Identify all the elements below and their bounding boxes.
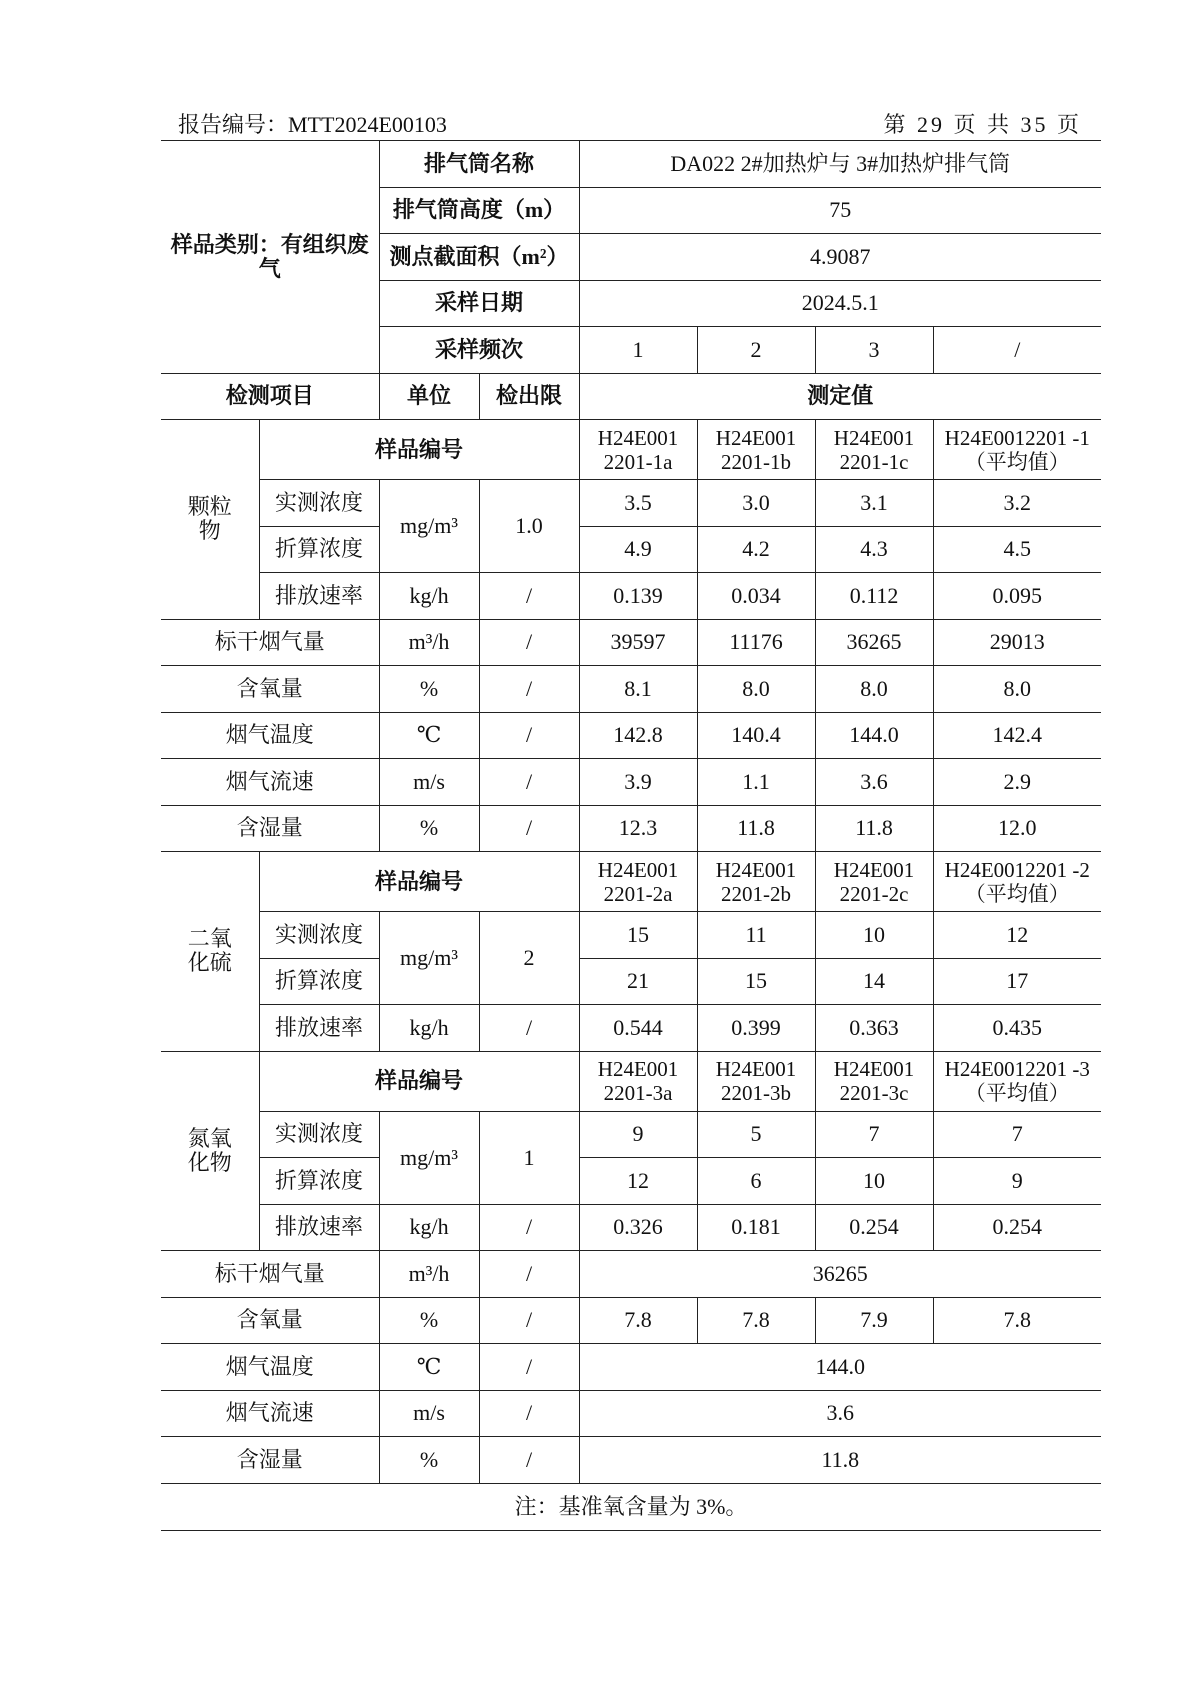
unit-cell: m³/h bbox=[379, 619, 479, 666]
meta-label: 采样日期 bbox=[379, 280, 579, 327]
value-cell: 142.8 bbox=[579, 712, 697, 759]
page-number: 第 29 页 共 35 页 bbox=[883, 112, 1082, 137]
measure-label: 折算浓度 bbox=[259, 958, 379, 1005]
sample-id: H24E001 2201-1b bbox=[697, 420, 815, 480]
sample-id: H24E001 2201-3a bbox=[579, 1051, 697, 1111]
value-cell: 144.0 bbox=[815, 712, 933, 759]
param-label: 含氧量 bbox=[161, 1297, 379, 1344]
measure-label: 折算浓度 bbox=[259, 1158, 379, 1205]
value-cell: 3.5 bbox=[579, 480, 697, 527]
sample-id: H24E001 2201-2c bbox=[815, 852, 933, 912]
pollutant-name: 二氧化硫 bbox=[161, 852, 259, 1052]
value-cell: 0.139 bbox=[579, 573, 697, 620]
monitoring-table bbox=[161, 140, 1101, 1531]
frequency-value: / bbox=[933, 327, 1101, 374]
sample-id: H24E0012201 -1（平均值） bbox=[933, 420, 1101, 480]
value-cell: 7.8 bbox=[697, 1297, 815, 1344]
value-cell: 10 bbox=[815, 912, 933, 959]
measure-label: 排放速率 bbox=[259, 1005, 379, 1052]
limit-cell: / bbox=[479, 1204, 579, 1251]
meta-value: 75 bbox=[579, 187, 1101, 234]
value-cell: 12.0 bbox=[933, 805, 1101, 852]
unit-cell: mg/m³ bbox=[379, 1111, 479, 1204]
value-cell: 0.181 bbox=[697, 1204, 815, 1251]
value-cell: 0.112 bbox=[815, 573, 933, 620]
value-cell: 5 bbox=[697, 1111, 815, 1158]
unit-cell: % bbox=[379, 666, 479, 713]
value-cell: 12 bbox=[933, 912, 1101, 959]
column-header-unit: 单位 bbox=[379, 373, 479, 420]
value-cell: 8.1 bbox=[579, 666, 697, 713]
sample-id-label: 样品编号 bbox=[259, 852, 579, 912]
value-cell: 7.8 bbox=[579, 1297, 697, 1344]
value-cell: 29013 bbox=[933, 619, 1101, 666]
value-cell: 15 bbox=[579, 912, 697, 959]
value-cell: 0.399 bbox=[697, 1005, 815, 1052]
sample-id: H24E001 2201-1c bbox=[815, 420, 933, 480]
sample-id: H24E001 2201-1a bbox=[579, 420, 697, 480]
value-cell: 3.6 bbox=[579, 1390, 1101, 1437]
sample-id-label: 样品编号 bbox=[259, 1051, 579, 1111]
value-cell: 144.0 bbox=[579, 1344, 1101, 1391]
limit-cell: / bbox=[479, 1251, 579, 1298]
value-cell: 2.9 bbox=[933, 759, 1101, 806]
report-number: 报告编号：MTT2024E00103 bbox=[178, 112, 447, 137]
value-cell: 7 bbox=[815, 1111, 933, 1158]
param-label: 标干烟气量 bbox=[161, 619, 379, 666]
value-cell: 4.2 bbox=[697, 526, 815, 573]
value-cell: 4.3 bbox=[815, 526, 933, 573]
value-cell: 11.8 bbox=[815, 805, 933, 852]
limit-cell: / bbox=[479, 805, 579, 852]
sample-id: H24E001 2201-3c bbox=[815, 1051, 933, 1111]
param-label: 标干烟气量 bbox=[161, 1251, 379, 1298]
unit-cell: mg/m³ bbox=[379, 480, 479, 573]
frequency-value: 3 bbox=[815, 327, 933, 374]
value-cell: 8.0 bbox=[697, 666, 815, 713]
value-cell: 140.4 bbox=[697, 712, 815, 759]
sample-category: 样品类别：有组织废气 bbox=[161, 141, 379, 374]
pollutant-name: 颗粒物 bbox=[161, 420, 259, 620]
unit-cell: % bbox=[379, 1437, 479, 1484]
value-cell: 0.254 bbox=[815, 1204, 933, 1251]
value-cell: 39597 bbox=[579, 619, 697, 666]
value-cell: 11.8 bbox=[697, 805, 815, 852]
value-cell: 36265 bbox=[815, 619, 933, 666]
param-label: 烟气温度 bbox=[161, 712, 379, 759]
meta-label: 测点截面积（m²） bbox=[379, 234, 579, 281]
table-note: 注：基准氧含量为 3%。 bbox=[161, 1483, 1101, 1530]
sample-id: H24E001 2201-2b bbox=[697, 852, 815, 912]
unit-cell: m³/h bbox=[379, 1251, 479, 1298]
limit-cell: / bbox=[479, 712, 579, 759]
column-header-value: 测定值 bbox=[579, 373, 1101, 420]
limit-cell: 1 bbox=[479, 1111, 579, 1204]
value-cell: 11 bbox=[697, 912, 815, 959]
value-cell: 8.0 bbox=[815, 666, 933, 713]
limit-cell: / bbox=[479, 1297, 579, 1344]
value-cell: 0.034 bbox=[697, 573, 815, 620]
unit-cell: m/s bbox=[379, 759, 479, 806]
sample-id: H24E0012201 -2（平均值） bbox=[933, 852, 1101, 912]
value-cell: 3.1 bbox=[815, 480, 933, 527]
value-cell: 6 bbox=[697, 1158, 815, 1205]
value-cell: 17 bbox=[933, 958, 1101, 1005]
frequency-label: 采样频次 bbox=[379, 327, 579, 374]
value-cell: 0.435 bbox=[933, 1005, 1101, 1052]
value-cell: 3.0 bbox=[697, 480, 815, 527]
unit-cell: kg/h bbox=[379, 1005, 479, 1052]
meta-value: 2024.5.1 bbox=[579, 280, 1101, 327]
limit-cell: / bbox=[479, 1005, 579, 1052]
param-label: 含氧量 bbox=[161, 666, 379, 713]
column-header-item: 检测项目 bbox=[161, 373, 379, 420]
limit-cell: 2 bbox=[479, 912, 579, 1005]
value-cell: 7 bbox=[933, 1111, 1101, 1158]
value-cell: 9 bbox=[579, 1111, 697, 1158]
value-cell: 4.9 bbox=[579, 526, 697, 573]
sample-id-label: 样品编号 bbox=[259, 420, 579, 480]
frequency-value: 1 bbox=[579, 327, 697, 374]
measure-label: 排放速率 bbox=[259, 1204, 379, 1251]
value-cell: 11176 bbox=[697, 619, 815, 666]
limit-cell: / bbox=[479, 619, 579, 666]
unit-cell: ℃ bbox=[379, 1344, 479, 1391]
value-cell: 0.326 bbox=[579, 1204, 697, 1251]
pollutant-name: 氮氧化物 bbox=[161, 1051, 259, 1251]
value-cell: 1.1 bbox=[697, 759, 815, 806]
param-label: 烟气流速 bbox=[161, 1390, 379, 1437]
param-label: 含湿量 bbox=[161, 805, 379, 852]
sample-id: H24E0012201 -3（平均值） bbox=[933, 1051, 1101, 1111]
value-cell: 12.3 bbox=[579, 805, 697, 852]
value-cell: 3.6 bbox=[815, 759, 933, 806]
value-cell: 12 bbox=[579, 1158, 697, 1205]
measure-label: 实测浓度 bbox=[259, 1111, 379, 1158]
value-cell: 21 bbox=[579, 958, 697, 1005]
value-cell: 9 bbox=[933, 1158, 1101, 1205]
param-label: 烟气流速 bbox=[161, 759, 379, 806]
value-cell: 0.254 bbox=[933, 1204, 1101, 1251]
meta-value: DA022 2#加热炉与 3#加热炉排气筒 bbox=[579, 141, 1101, 188]
value-cell: 7.9 bbox=[815, 1297, 933, 1344]
sample-id: H24E001 2201-3b bbox=[697, 1051, 815, 1111]
value-cell: 36265 bbox=[579, 1251, 1101, 1298]
measure-label: 折算浓度 bbox=[259, 526, 379, 573]
value-cell: 8.0 bbox=[933, 666, 1101, 713]
measure-label: 实测浓度 bbox=[259, 480, 379, 527]
limit-cell: 1.0 bbox=[479, 480, 579, 573]
unit-cell: % bbox=[379, 1297, 479, 1344]
value-cell: 7.8 bbox=[933, 1297, 1101, 1344]
limit-cell: / bbox=[479, 1390, 579, 1437]
unit-cell: mg/m³ bbox=[379, 912, 479, 1005]
param-label: 烟气温度 bbox=[161, 1344, 379, 1391]
limit-cell: / bbox=[479, 759, 579, 806]
limit-cell: / bbox=[479, 1437, 579, 1484]
measure-label: 排放速率 bbox=[259, 573, 379, 620]
value-cell: 3.2 bbox=[933, 480, 1101, 527]
unit-cell: m/s bbox=[379, 1390, 479, 1437]
limit-cell: / bbox=[479, 1344, 579, 1391]
frequency-value: 2 bbox=[697, 327, 815, 374]
unit-cell: kg/h bbox=[379, 573, 479, 620]
meta-label: 排气筒名称 bbox=[379, 141, 579, 188]
measure-label: 实测浓度 bbox=[259, 912, 379, 959]
meta-label: 排气筒高度（m） bbox=[379, 187, 579, 234]
value-cell: 142.4 bbox=[933, 712, 1101, 759]
column-header-limit: 检出限 bbox=[479, 373, 579, 420]
param-label: 含湿量 bbox=[161, 1437, 379, 1484]
unit-cell: kg/h bbox=[379, 1204, 479, 1251]
value-cell: 0.544 bbox=[579, 1005, 697, 1052]
unit-cell: ℃ bbox=[379, 712, 479, 759]
meta-value: 4.9087 bbox=[579, 234, 1101, 281]
value-cell: 0.363 bbox=[815, 1005, 933, 1052]
value-cell: 15 bbox=[697, 958, 815, 1005]
value-cell: 3.9 bbox=[579, 759, 697, 806]
value-cell: 4.5 bbox=[933, 526, 1101, 573]
value-cell: 11.8 bbox=[579, 1437, 1101, 1484]
limit-cell: / bbox=[479, 573, 579, 620]
page-header bbox=[178, 108, 1082, 140]
value-cell: 0.095 bbox=[933, 573, 1101, 620]
value-cell: 10 bbox=[815, 1158, 933, 1205]
sample-id: H24E001 2201-2a bbox=[579, 852, 697, 912]
limit-cell: / bbox=[479, 666, 579, 713]
unit-cell: % bbox=[379, 805, 479, 852]
value-cell: 14 bbox=[815, 958, 933, 1005]
